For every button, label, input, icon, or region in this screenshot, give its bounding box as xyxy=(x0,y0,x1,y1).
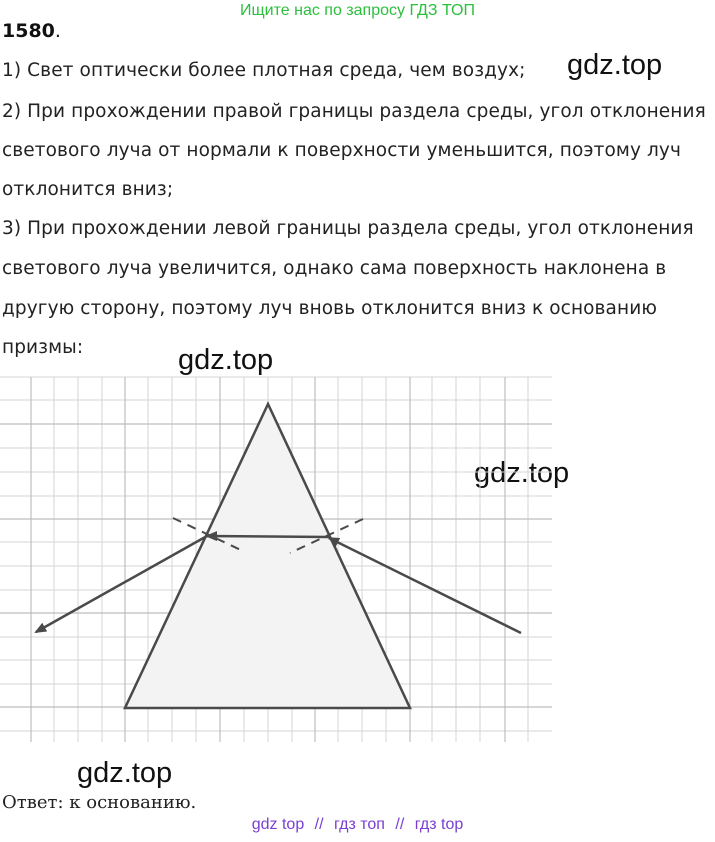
solution-line-4: отклонится вниз; xyxy=(2,179,174,200)
watermark: gdz.top xyxy=(474,457,570,489)
problem-number-value: 1580 xyxy=(2,20,55,42)
watermark: gdz.top xyxy=(567,49,663,81)
solution-line-3: светового луча от нормали к поверхности уменьшится, поэтому луч xyxy=(2,140,682,161)
solution-line-1: 1) Свет оптически более плотная среда, чем воздух; xyxy=(2,60,526,81)
prism-refraction-diagram xyxy=(0,370,560,745)
footer-link[interactable]: гдз top xyxy=(414,816,464,833)
answer-text: к основанию. xyxy=(69,792,197,813)
solution-line-2: 2) При прохождении правой границы раздела среды, угол отклонения xyxy=(2,101,706,122)
problem-number-suffix: . xyxy=(54,20,61,42)
footer-separator: // xyxy=(314,816,324,833)
solution-line-7: другую сторону, поэтому луч вновь отклонится вниз к основанию xyxy=(2,298,657,319)
footer-links xyxy=(0,816,715,834)
answer-label: Ответ: xyxy=(2,792,64,813)
watermark: gdz.top xyxy=(178,344,274,376)
ray-inside-prism xyxy=(207,536,329,537)
footer-link[interactable]: gdz top xyxy=(251,816,305,833)
top-banner[interactable]: Ищите нас по запросу ГДЗ ТОП xyxy=(240,2,475,19)
solution-line-8: призмы: xyxy=(2,337,84,358)
answer xyxy=(2,792,196,813)
problem-number xyxy=(2,20,61,42)
solution-line-6: светового луча увеличится, однако сама поверхность наклонена в xyxy=(2,258,667,279)
footer-link[interactable]: гдз топ xyxy=(334,816,385,833)
solution-line-5: 3) При прохождении левой границы раздела среды, угол отклонения xyxy=(2,218,694,239)
footer-separator: // xyxy=(395,816,405,833)
watermark: gdz.top xyxy=(77,757,173,789)
